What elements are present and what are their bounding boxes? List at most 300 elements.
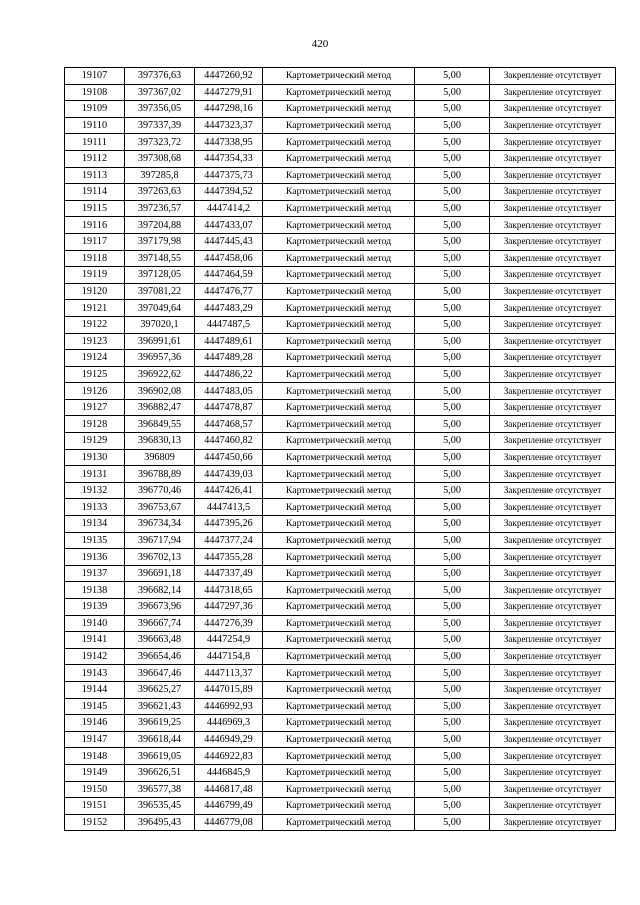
- y-coordinate-cell: 4447464,59: [195, 267, 263, 284]
- y-coordinate-cell: 4447426,41: [195, 482, 263, 499]
- y-coordinate-cell: 4447460,82: [195, 433, 263, 450]
- x-coordinate-cell: 396702,13: [125, 549, 195, 566]
- y-coordinate-cell: 4447354,33: [195, 150, 263, 167]
- point-number-cell: 19107: [65, 68, 125, 85]
- fixing-note-cell: Закрепление отсутствует: [490, 350, 616, 367]
- method-cell: Картометрический метод: [263, 516, 415, 533]
- table-row: [65, 117, 616, 134]
- method-cell: Картометрический метод: [263, 167, 415, 184]
- y-coordinate-cell: 4447338,95: [195, 134, 263, 151]
- method-cell: Картометрический метод: [263, 217, 415, 234]
- y-coordinate-cell: 4447486,22: [195, 366, 263, 383]
- point-number-cell: 19114: [65, 184, 125, 201]
- method-cell: Картометрический метод: [263, 482, 415, 499]
- x-coordinate-cell: 396734,34: [125, 516, 195, 533]
- table-row: [65, 499, 616, 516]
- y-coordinate-cell: 4447450,66: [195, 449, 263, 466]
- table-row: [65, 764, 616, 781]
- method-cell: Картометрический метод: [263, 250, 415, 267]
- point-number-cell: 19117: [65, 233, 125, 250]
- table-row: [65, 549, 616, 566]
- fixing-note-cell: Закрепление отсутствует: [490, 233, 616, 250]
- method-cell: Картометрический метод: [263, 117, 415, 134]
- y-coordinate-cell: 4447375,73: [195, 167, 263, 184]
- coordinates-table-body: [65, 68, 616, 831]
- point-number-cell: 19139: [65, 599, 125, 616]
- table-row: [65, 416, 616, 433]
- accuracy-cell: 5,00: [415, 233, 490, 250]
- fixing-note-cell: Закрепление отсутствует: [490, 698, 616, 715]
- page-number: 420: [311, 38, 329, 50]
- fixing-note-cell: Закрепление отсутствует: [490, 648, 616, 665]
- table-row: [65, 748, 616, 765]
- accuracy-cell: 5,00: [415, 416, 490, 433]
- y-coordinate-cell: 4447355,28: [195, 549, 263, 566]
- x-coordinate-cell: 397049,64: [125, 300, 195, 317]
- fixing-note-cell: Закрепление отсутствует: [490, 150, 616, 167]
- accuracy-cell: 5,00: [415, 101, 490, 118]
- accuracy-cell: 5,00: [415, 632, 490, 649]
- fixing-note-cell: Закрепление отсутствует: [490, 731, 616, 748]
- table-row: [65, 615, 616, 632]
- fixing-note-cell: Закрепление отсутствует: [490, 499, 616, 516]
- point-number-cell: 19127: [65, 399, 125, 416]
- method-cell: Картометрический метод: [263, 449, 415, 466]
- table-row: [65, 798, 616, 815]
- table-row: [65, 250, 616, 267]
- table-row: [65, 632, 616, 649]
- accuracy-cell: 5,00: [415, 267, 490, 284]
- fixing-note-cell: Закрепление отсутствует: [490, 665, 616, 682]
- fixing-note-cell: Закрепление отсутствует: [490, 200, 616, 217]
- method-cell: Картометрический метод: [263, 433, 415, 450]
- table-row: [65, 399, 616, 416]
- accuracy-cell: 5,00: [415, 117, 490, 134]
- method-cell: Картометрический метод: [263, 781, 415, 798]
- fixing-note-cell: Закрепление отсутствует: [490, 516, 616, 533]
- point-number-cell: 19131: [65, 466, 125, 483]
- accuracy-cell: 5,00: [415, 68, 490, 85]
- method-cell: Картометрический метод: [263, 681, 415, 698]
- x-coordinate-cell: 396647,46: [125, 665, 195, 682]
- method-cell: Картометрический метод: [263, 648, 415, 665]
- fixing-note-cell: Закрепление отсутствует: [490, 416, 616, 433]
- accuracy-cell: 5,00: [415, 582, 490, 599]
- x-coordinate-cell: 397323,72: [125, 134, 195, 151]
- fixing-note-cell: Закрепление отсутствует: [490, 565, 616, 582]
- x-coordinate-cell: 396577,38: [125, 781, 195, 798]
- accuracy-cell: 5,00: [415, 167, 490, 184]
- accuracy-cell: 5,00: [415, 300, 490, 317]
- table-row: [65, 217, 616, 234]
- x-coordinate-cell: 397337,39: [125, 117, 195, 134]
- method-cell: Картометрический метод: [263, 350, 415, 367]
- point-number-cell: 19132: [65, 482, 125, 499]
- method-cell: Картометрический метод: [263, 283, 415, 300]
- x-coordinate-cell: 396619,05: [125, 748, 195, 765]
- table-row: [65, 814, 616, 831]
- table-row: [65, 68, 616, 85]
- point-number-cell: 19115: [65, 200, 125, 217]
- y-coordinate-cell: 4446817,48: [195, 781, 263, 798]
- accuracy-cell: 5,00: [415, 549, 490, 566]
- y-coordinate-cell: 4447113,37: [195, 665, 263, 682]
- x-coordinate-cell: 396654,46: [125, 648, 195, 665]
- accuracy-cell: 5,00: [415, 698, 490, 715]
- x-coordinate-cell: 396849,55: [125, 416, 195, 433]
- x-coordinate-cell: 397236,57: [125, 200, 195, 217]
- point-number-cell: 19110: [65, 117, 125, 134]
- point-number-cell: 19148: [65, 748, 125, 765]
- point-number-cell: 19140: [65, 615, 125, 632]
- y-coordinate-cell: 4447254,9: [195, 632, 263, 649]
- point-number-cell: 19145: [65, 698, 125, 715]
- x-coordinate-cell: 396922,62: [125, 366, 195, 383]
- y-coordinate-cell: 4447483,29: [195, 300, 263, 317]
- table-row: [65, 300, 616, 317]
- method-cell: Картометрический метод: [263, 366, 415, 383]
- method-cell: Картометрический метод: [263, 532, 415, 549]
- x-coordinate-cell: 396788,89: [125, 466, 195, 483]
- table-row: [65, 665, 616, 682]
- point-number-cell: 19130: [65, 449, 125, 466]
- x-coordinate-cell: 397128,05: [125, 267, 195, 284]
- accuracy-cell: 5,00: [415, 748, 490, 765]
- table-row: [65, 731, 616, 748]
- fixing-note-cell: Закрепление отсутствует: [490, 134, 616, 151]
- method-cell: Картометрический метод: [263, 798, 415, 815]
- table-row: [65, 200, 616, 217]
- x-coordinate-cell: 396673,96: [125, 599, 195, 616]
- method-cell: Картометрический метод: [263, 665, 415, 682]
- point-number-cell: 19122: [65, 316, 125, 333]
- point-number-cell: 19128: [65, 416, 125, 433]
- table-row: [65, 532, 616, 549]
- accuracy-cell: 5,00: [415, 283, 490, 300]
- method-cell: Картометрический метод: [263, 101, 415, 118]
- y-coordinate-cell: 4447445,43: [195, 233, 263, 250]
- method-cell: Картометрический метод: [263, 599, 415, 616]
- method-cell: Картометрический метод: [263, 383, 415, 400]
- accuracy-cell: 5,00: [415, 764, 490, 781]
- fixing-note-cell: Закрепление отсутствует: [490, 399, 616, 416]
- y-coordinate-cell: 4447015,89: [195, 681, 263, 698]
- x-coordinate-cell: 397285,8: [125, 167, 195, 184]
- point-number-cell: 19149: [65, 764, 125, 781]
- point-number-cell: 19141: [65, 632, 125, 649]
- accuracy-cell: 5,00: [415, 798, 490, 815]
- y-coordinate-cell: 4447318,65: [195, 582, 263, 599]
- fixing-note-cell: Закрепление отсутствует: [490, 68, 616, 85]
- method-cell: Картометрический метод: [263, 748, 415, 765]
- fixing-note-cell: Закрепление отсутствует: [490, 549, 616, 566]
- point-number-cell: 19108: [65, 84, 125, 101]
- y-coordinate-cell: 4447433,07: [195, 217, 263, 234]
- method-cell: Картометрический метод: [263, 764, 415, 781]
- fixing-note-cell: Закрепление отсутствует: [490, 117, 616, 134]
- fixing-note-cell: Закрепление отсутствует: [490, 101, 616, 118]
- x-coordinate-cell: 397148,55: [125, 250, 195, 267]
- accuracy-cell: 5,00: [415, 449, 490, 466]
- accuracy-cell: 5,00: [415, 814, 490, 831]
- accuracy-cell: 5,00: [415, 250, 490, 267]
- method-cell: Картометрический метод: [263, 416, 415, 433]
- accuracy-cell: 5,00: [415, 681, 490, 698]
- y-coordinate-cell: 4447154,8: [195, 648, 263, 665]
- method-cell: Картометрический метод: [263, 814, 415, 831]
- y-coordinate-cell: 4447279,91: [195, 84, 263, 101]
- accuracy-cell: 5,00: [415, 648, 490, 665]
- y-coordinate-cell: 4447478,87: [195, 399, 263, 416]
- accuracy-cell: 5,00: [415, 731, 490, 748]
- table-row: [65, 466, 616, 483]
- accuracy-cell: 5,00: [415, 499, 490, 516]
- method-cell: Картометрический метод: [263, 399, 415, 416]
- table-row: [65, 167, 616, 184]
- fixing-note-cell: Закрепление отсутствует: [490, 383, 616, 400]
- y-coordinate-cell: 4447394,52: [195, 184, 263, 201]
- fixing-note-cell: Закрепление отсутствует: [490, 764, 616, 781]
- table-row: [65, 648, 616, 665]
- table-row: [65, 350, 616, 367]
- fixing-note-cell: Закрепление отсутствует: [490, 267, 616, 284]
- x-coordinate-cell: 396625,27: [125, 681, 195, 698]
- table-row: [65, 150, 616, 167]
- x-coordinate-cell: 396618,44: [125, 731, 195, 748]
- fixing-note-cell: Закрепление отсутствует: [490, 84, 616, 101]
- accuracy-cell: 5,00: [415, 150, 490, 167]
- accuracy-cell: 5,00: [415, 184, 490, 201]
- accuracy-cell: 5,00: [415, 715, 490, 732]
- point-number-cell: 19152: [65, 814, 125, 831]
- method-cell: Картометрический метод: [263, 200, 415, 217]
- x-coordinate-cell: 396717,94: [125, 532, 195, 549]
- x-coordinate-cell: 397020,1: [125, 316, 195, 333]
- fixing-note-cell: Закрепление отсутствует: [490, 316, 616, 333]
- y-coordinate-cell: 4447458,06: [195, 250, 263, 267]
- x-coordinate-cell: 397179,98: [125, 233, 195, 250]
- accuracy-cell: 5,00: [415, 532, 490, 549]
- fixing-note-cell: Закрепление отсутствует: [490, 482, 616, 499]
- y-coordinate-cell: 4447395,26: [195, 516, 263, 533]
- x-coordinate-cell: 396770,46: [125, 482, 195, 499]
- point-number-cell: 19134: [65, 516, 125, 533]
- table-row: [65, 283, 616, 300]
- x-coordinate-cell: 396621,43: [125, 698, 195, 715]
- accuracy-cell: 5,00: [415, 350, 490, 367]
- fixing-note-cell: Закрепление отсутствует: [490, 814, 616, 831]
- y-coordinate-cell: 4447377,24: [195, 532, 263, 549]
- fixing-note-cell: Закрепление отсутствует: [490, 532, 616, 549]
- table-row: [65, 582, 616, 599]
- x-coordinate-cell: 397263,63: [125, 184, 195, 201]
- x-coordinate-cell: 397081,22: [125, 283, 195, 300]
- accuracy-cell: 5,00: [415, 482, 490, 499]
- y-coordinate-cell: 4447337,49: [195, 565, 263, 582]
- accuracy-cell: 5,00: [415, 333, 490, 350]
- fixing-note-cell: Закрепление отсутствует: [490, 449, 616, 466]
- y-coordinate-cell: 4446845,9: [195, 764, 263, 781]
- point-number-cell: 19112: [65, 150, 125, 167]
- table-row: [65, 383, 616, 400]
- table-row: [65, 565, 616, 582]
- table-row: [65, 482, 616, 499]
- method-cell: Картометрический метод: [263, 715, 415, 732]
- accuracy-cell: 5,00: [415, 433, 490, 450]
- y-coordinate-cell: 4447489,28: [195, 350, 263, 367]
- point-number-cell: 19144: [65, 681, 125, 698]
- y-coordinate-cell: 4447260,92: [195, 68, 263, 85]
- fixing-note-cell: Закрепление отсутствует: [490, 167, 616, 184]
- point-number-cell: 19146: [65, 715, 125, 732]
- method-cell: Картометрический метод: [263, 698, 415, 715]
- table-row: [65, 599, 616, 616]
- method-cell: Картометрический метод: [263, 615, 415, 632]
- accuracy-cell: 5,00: [415, 466, 490, 483]
- point-number-cell: 19135: [65, 532, 125, 549]
- method-cell: Картометрический метод: [263, 184, 415, 201]
- point-number-cell: 19113: [65, 167, 125, 184]
- x-coordinate-cell: 396957,36: [125, 350, 195, 367]
- point-number-cell: 19138: [65, 582, 125, 599]
- x-coordinate-cell: 396663,48: [125, 632, 195, 649]
- table-row: [65, 781, 616, 798]
- point-number-cell: 19111: [65, 134, 125, 151]
- fixing-note-cell: Закрепление отсутствует: [490, 366, 616, 383]
- x-coordinate-cell: 397367,02: [125, 84, 195, 101]
- accuracy-cell: 5,00: [415, 781, 490, 798]
- fixing-note-cell: Закрепление отсутствует: [490, 715, 616, 732]
- table-row: [65, 84, 616, 101]
- y-coordinate-cell: 4447483,05: [195, 383, 263, 400]
- accuracy-cell: 5,00: [415, 565, 490, 582]
- point-number-cell: 19120: [65, 283, 125, 300]
- fixing-note-cell: Закрепление отсутствует: [490, 615, 616, 632]
- point-number-cell: 19119: [65, 267, 125, 284]
- y-coordinate-cell: 4447298,16: [195, 101, 263, 118]
- table-row: [65, 233, 616, 250]
- point-number-cell: 19129: [65, 433, 125, 450]
- accuracy-cell: 5,00: [415, 615, 490, 632]
- y-coordinate-cell: 4446799,49: [195, 798, 263, 815]
- x-coordinate-cell: 396753,67: [125, 499, 195, 516]
- table-row: [65, 366, 616, 383]
- method-cell: Картометрический метод: [263, 267, 415, 284]
- point-number-cell: 19147: [65, 731, 125, 748]
- method-cell: Картометрический метод: [263, 134, 415, 151]
- fixing-note-cell: Закрепление отсутствует: [490, 250, 616, 267]
- y-coordinate-cell: 4447476,77: [195, 283, 263, 300]
- table-row: [65, 449, 616, 466]
- x-coordinate-cell: 396682,14: [125, 582, 195, 599]
- table-row: [65, 267, 616, 284]
- fixing-note-cell: Закрепление отсутствует: [490, 466, 616, 483]
- x-coordinate-cell: 396667,74: [125, 615, 195, 632]
- method-cell: Картометрический метод: [263, 731, 415, 748]
- method-cell: Картометрический метод: [263, 632, 415, 649]
- y-coordinate-cell: 4446922,83: [195, 748, 263, 765]
- y-coordinate-cell: 4447413,5: [195, 499, 263, 516]
- y-coordinate-cell: 4446949,29: [195, 731, 263, 748]
- x-coordinate-cell: 397356,05: [125, 101, 195, 118]
- table-row: [65, 516, 616, 533]
- table-row: [65, 184, 616, 201]
- x-coordinate-cell: 397308,68: [125, 150, 195, 167]
- accuracy-cell: 5,00: [415, 366, 490, 383]
- point-number-cell: 19133: [65, 499, 125, 516]
- accuracy-cell: 5,00: [415, 665, 490, 682]
- y-coordinate-cell: 4446779,08: [195, 814, 263, 831]
- point-number-cell: 19126: [65, 383, 125, 400]
- table-row: [65, 698, 616, 715]
- y-coordinate-cell: 4446992,93: [195, 698, 263, 715]
- x-coordinate-cell: 396830,13: [125, 433, 195, 450]
- table-row: [65, 316, 616, 333]
- y-coordinate-cell: 4447276,39: [195, 615, 263, 632]
- x-coordinate-cell: 396626,51: [125, 764, 195, 781]
- y-coordinate-cell: 4446969,3: [195, 715, 263, 732]
- x-coordinate-cell: 396991,61: [125, 333, 195, 350]
- accuracy-cell: 5,00: [415, 200, 490, 217]
- fixing-note-cell: Закрепление отсутствует: [490, 217, 616, 234]
- y-coordinate-cell: 4447297,36: [195, 599, 263, 616]
- fixing-note-cell: Закрепление отсутствует: [490, 599, 616, 616]
- x-coordinate-cell: 396619,25: [125, 715, 195, 732]
- point-number-cell: 19121: [65, 300, 125, 317]
- y-coordinate-cell: 4447439,03: [195, 466, 263, 483]
- fixing-note-cell: Закрепление отсутствует: [490, 681, 616, 698]
- method-cell: Картометрический метод: [263, 582, 415, 599]
- point-number-cell: 19123: [65, 333, 125, 350]
- method-cell: Картометрический метод: [263, 233, 415, 250]
- method-cell: Картометрический метод: [263, 300, 415, 317]
- y-coordinate-cell: 4447414,2: [195, 200, 263, 217]
- x-coordinate-cell: 397376,63: [125, 68, 195, 85]
- point-number-cell: 19151: [65, 798, 125, 815]
- method-cell: Картометрический метод: [263, 565, 415, 582]
- fixing-note-cell: Закрепление отсутствует: [490, 582, 616, 599]
- fixing-note-cell: Закрепление отсутствует: [490, 433, 616, 450]
- y-coordinate-cell: 4447468,57: [195, 416, 263, 433]
- table-row: [65, 433, 616, 450]
- x-coordinate-cell: 396809: [125, 449, 195, 466]
- point-number-cell: 19143: [65, 665, 125, 682]
- fixing-note-cell: Закрепление отсутствует: [490, 781, 616, 798]
- point-number-cell: 19125: [65, 366, 125, 383]
- point-number-cell: 19109: [65, 101, 125, 118]
- point-number-cell: 19137: [65, 565, 125, 582]
- method-cell: Картометрический метод: [263, 68, 415, 85]
- fixing-note-cell: Закрепление отсутствует: [490, 798, 616, 815]
- accuracy-cell: 5,00: [415, 383, 490, 400]
- x-coordinate-cell: 396691,18: [125, 565, 195, 582]
- method-cell: Картометрический метод: [263, 316, 415, 333]
- fixing-note-cell: Закрепление отсутствует: [490, 632, 616, 649]
- method-cell: Картометрический метод: [263, 333, 415, 350]
- method-cell: Картометрический метод: [263, 150, 415, 167]
- accuracy-cell: 5,00: [415, 599, 490, 616]
- accuracy-cell: 5,00: [415, 134, 490, 151]
- accuracy-cell: 5,00: [415, 399, 490, 416]
- accuracy-cell: 5,00: [415, 516, 490, 533]
- fixing-note-cell: Закрепление отсутствует: [490, 333, 616, 350]
- method-cell: Картометрический метод: [263, 549, 415, 566]
- table-row: [65, 134, 616, 151]
- point-number-cell: 19150: [65, 781, 125, 798]
- coordinates-table: [64, 67, 616, 831]
- accuracy-cell: 5,00: [415, 217, 490, 234]
- x-coordinate-cell: 396902,08: [125, 383, 195, 400]
